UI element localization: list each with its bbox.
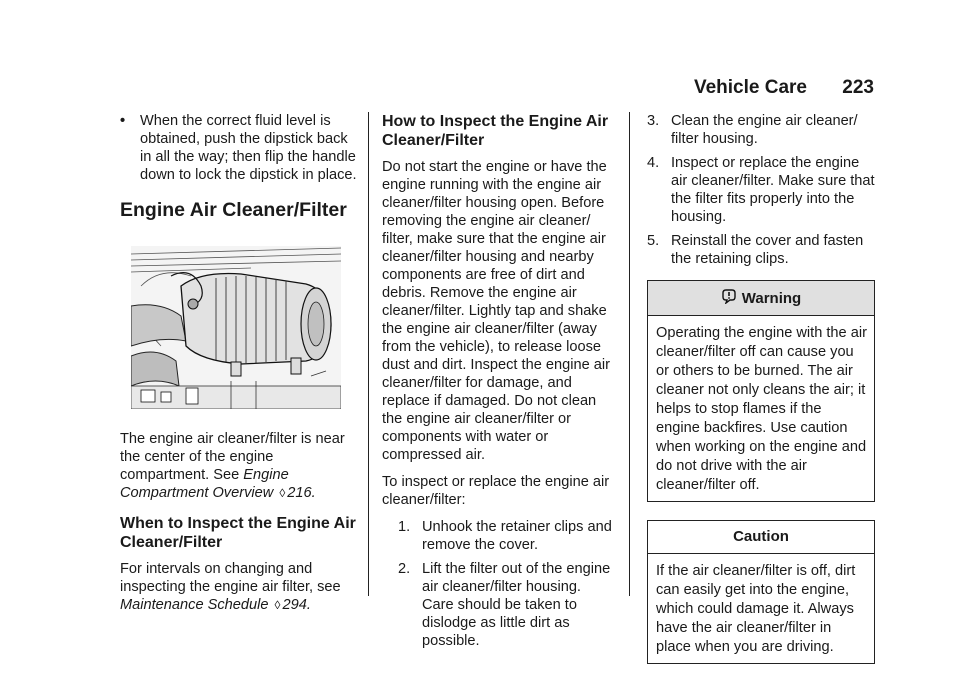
step-text: Lift the filter out of the engine air cleaner/filter housing. Care should be taken to dislodge as little dirt as possible. (422, 561, 611, 649)
warning-text: Operating the engine with the air cleaner/filter off can cause you or others to be burned. The air cleaner not only cleans the air; it helps to stop flames if the engine backfires. Use caution when working on the engine and do not drive with the air cleaner/filter off. (656, 325, 867, 493)
column-left (120, 112, 360, 623)
step-text: Inspect or replace the engine air cleaner/filter. Make sure that the filter fits properly into the housing. (671, 155, 875, 225)
inspect-paragraph: Do not start the engine or have the engine running with the engine air cleaner/filter housing open. Before removing the engine air cleaner/ filter, make sure that the engine air cleaner/filter housing and nearby components are free of dirt and debris. Remove the engine air cleaner/filter. Lightly tap and shake the engine air cleaner/filter (away from the vehicle), to release loose dust and dirt. Inspect the engine air cleaner/filter for damage, and replace if damaged. Do not clean the engine air cleaner/filter or components with water or compressed air. (382, 159, 610, 463)
step-number: 1. (398, 519, 411, 535)
engine-air-cleaner-illustration (131, 246, 341, 409)
bullet-marker: • (120, 113, 126, 129)
xref-link-maintenance-schedule[interactable]: Maintenance Schedule (120, 597, 269, 613)
warning-box (647, 280, 875, 502)
caution-box (647, 520, 875, 664)
step-item (647, 154, 875, 226)
bullet-item (120, 112, 360, 184)
step-item (647, 112, 875, 148)
intervals-paragraph: For intervals on changing and inspecting the engine air filter, see Maintenance Schedule ◊ 294. (120, 561, 341, 613)
steps-list (382, 518, 614, 650)
column-right (647, 112, 875, 664)
intervals-text: For intervals on changing and inspecting the engine air filter, see (120, 561, 341, 595)
bullet-text: When the correct fluid level is obtained, push the dipstick back in all the way; then flip the handle down to lock the dipstick in place. (140, 113, 357, 183)
xref-page-number[interactable]: 294 (282, 597, 307, 613)
steps-list (647, 112, 875, 268)
step-number: 3. (647, 113, 660, 129)
column-middle (382, 112, 614, 656)
xref-link-engine-compartment[interactable]: Engine Compartment Overview (120, 467, 289, 501)
warning-icon (721, 288, 737, 308)
xref-page-number[interactable]: 216 (287, 485, 312, 501)
xref-arrow-icon: ◊ (274, 598, 281, 612)
step-item (382, 518, 614, 554)
step-text: Clean the engine air cleaner/ filter housing. (671, 113, 858, 147)
section-title: Vehicle Care (693, 77, 808, 98)
caution-header: Caution (648, 521, 874, 554)
warning-title: Warning (741, 290, 802, 307)
subsection-heading: When to Inspect the Engine Air Cleaner/Filter (120, 515, 356, 551)
subsection-heading: How to Inspect the Engine Air Cleaner/Filter (382, 113, 609, 149)
xref-arrow-icon: ◊ (279, 486, 286, 500)
page-header (694, 77, 874, 99)
step-text: Unhook the retainer clips and remove the cover. (422, 519, 612, 553)
caption-text: The engine air cleaner/filter is near the center of the engine compartment. See (120, 431, 345, 483)
page-number: 223 (842, 77, 874, 98)
step-item (382, 560, 614, 650)
step-item (647, 232, 875, 268)
section-heading: Engine Air Cleaner/Filter (120, 199, 347, 221)
warning-header (648, 281, 874, 316)
step-number: 4. (647, 155, 660, 171)
step-text: Reinstall the cover and fasten the retaining clips. (671, 233, 864, 267)
caution-text: If the air cleaner/filter is off, dirt can easily get into the engine, which could damage it. Always have the air cleaner/filter in place when you are driving. (656, 563, 856, 655)
column-divider (368, 112, 369, 596)
steps-intro: To inspect or replace the engine air cleaner/filter: (382, 474, 610, 508)
column-divider (629, 112, 630, 596)
step-number: 2. (398, 561, 411, 577)
step-number: 5. (647, 233, 660, 249)
figure-caption: The engine air cleaner/filter is near the center of the engine compartment. See Engine Compartment Overview ◊ 216. (120, 431, 345, 501)
